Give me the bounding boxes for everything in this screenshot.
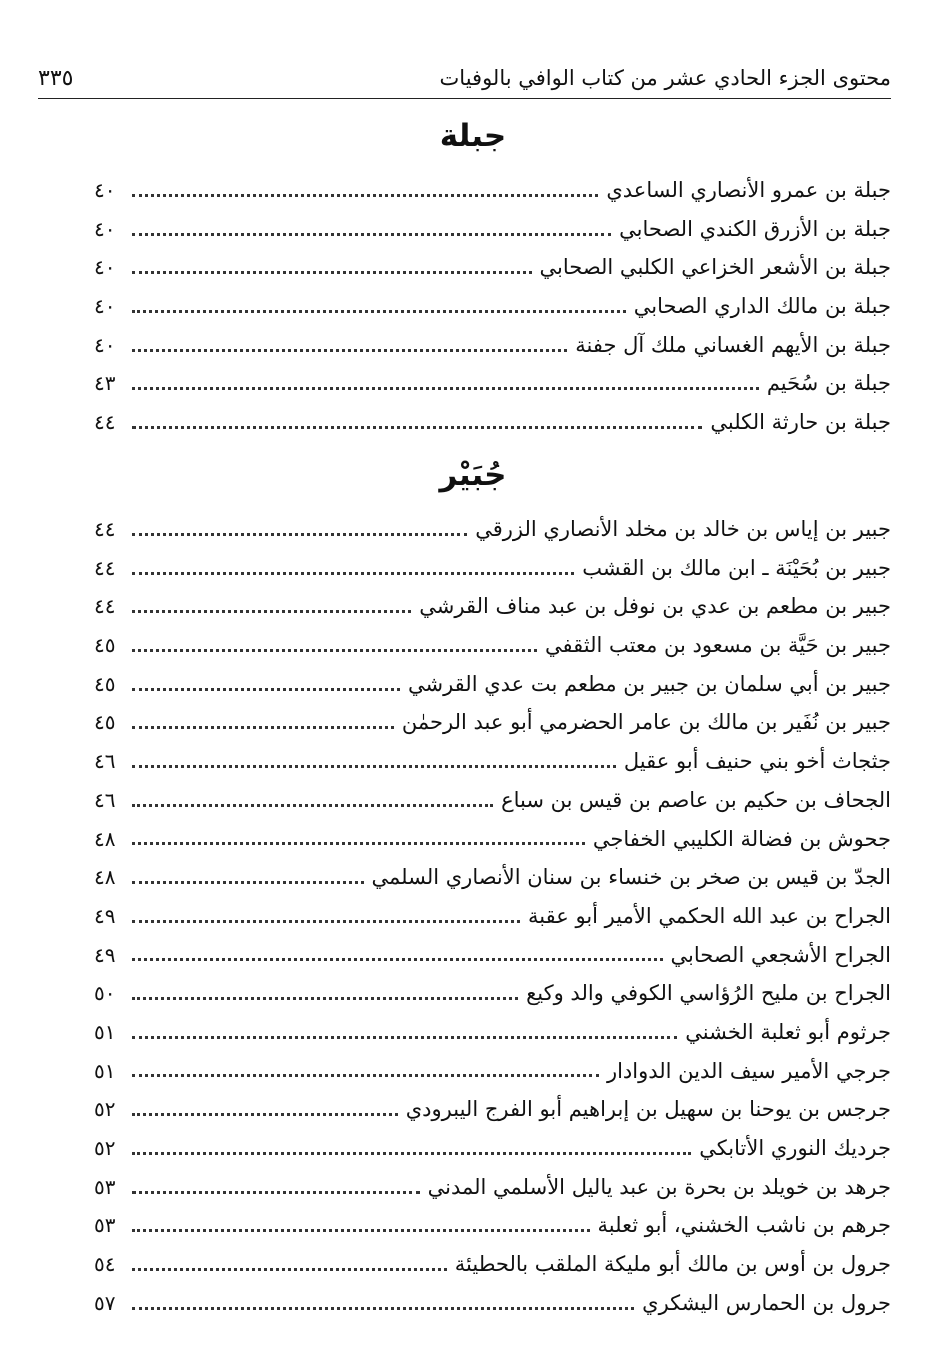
dot-leader <box>132 192 598 197</box>
toc-entry <box>94 403 891 442</box>
entry-page-number: ٤٣ <box>94 371 116 396</box>
dot-leader <box>132 956 663 961</box>
entry-page-number: ٤٤ <box>94 555 116 580</box>
entry-page-number: ٥٢ <box>94 1136 116 1160</box>
toc-entry <box>94 364 891 403</box>
entry-name: جرديك النوري الأتابكي <box>699 1136 891 1160</box>
dot-leader <box>132 1305 634 1310</box>
header-title: محتوى الجزء الحادي عشر من كتاب الوافي بالوفيات <box>439 66 891 90</box>
header-page-number: ٣٣٥ <box>38 65 74 91</box>
toc-entry <box>94 287 891 326</box>
entry-page-number: ٤٠ <box>94 178 116 202</box>
toc-entry <box>94 703 891 742</box>
toc-entry <box>94 626 891 665</box>
entry-page-number: ٤٥ <box>94 633 116 658</box>
toc-entry <box>94 781 891 820</box>
dot-leader <box>132 570 574 575</box>
entry-name: جبلة بن مالك الداري الصحابي <box>633 294 891 319</box>
entry-page-number: ٥٠ <box>94 981 116 1006</box>
toc-entry <box>94 665 891 704</box>
toc-entry <box>94 326 891 365</box>
entry-name: جبير بن إياس بن خالد بن مخلد الأنصاري الزرقي <box>475 517 891 541</box>
dot-leader <box>132 1034 677 1039</box>
toc-entry <box>94 858 891 897</box>
entry-list-jubayr <box>94 510 891 1322</box>
dot-leader <box>132 531 467 536</box>
toc-entry <box>94 820 891 859</box>
entry-name: جبير بن مطعم بن عدي بن نوفل بن عبد مناف القرشي <box>419 594 891 619</box>
dot-leader <box>132 647 537 652</box>
dot-leader <box>132 1189 420 1194</box>
entry-page-number: ٤٥ <box>94 671 116 696</box>
dot-leader <box>132 724 394 729</box>
toc-entry <box>94 248 891 287</box>
dot-leader <box>132 269 532 274</box>
entry-name: جبير بن نُفَير بن مالك بن عامر الحضرمي أبو عبد الرحمٰن <box>401 710 891 735</box>
entry-name: جرجي الأمير سيف الدين الدوادار <box>606 1058 891 1083</box>
entry-page-number: ٥٣ <box>94 1174 116 1199</box>
entry-name: جبلة بن الأزرق الكندي الصحابي <box>619 216 891 241</box>
entry-name: جبلة بن سُحَيم <box>766 371 891 396</box>
dot-leader <box>132 231 611 236</box>
entry-page-number: ٥٧ <box>94 1290 116 1315</box>
entry-name: جبير بن أبي سلمان بن جبير بن مطعم بت عدي القرشي <box>408 671 891 696</box>
toc-entry <box>94 587 891 626</box>
dot-leader <box>132 308 626 313</box>
dot-leader <box>132 608 411 613</box>
entry-page-number: ٤٥ <box>94 710 116 735</box>
entry-page-number: ٤٨ <box>94 826 116 851</box>
toc-entry <box>94 897 891 936</box>
entry-name: جرجس بن يوحنا بن سهيل بن إبراهيم أبو الفرج اليبرودي <box>405 1097 891 1122</box>
entry-name: جبلة بن الأشعر الخزاعي الكلبي الصحابي <box>539 255 891 280</box>
toc-entry <box>94 1129 891 1168</box>
toc-entry <box>94 1206 891 1245</box>
entry-name: جرول بن أوس بن مالك أبو مليكة الملقب بالحطيئة <box>454 1252 891 1277</box>
entry-page-number: ٤٦ <box>94 787 116 812</box>
entry-page-number: ٤٠ <box>94 216 116 241</box>
entry-name: الجراح بن مليح الرُؤاسي الكوفي والد وكيع <box>526 981 891 1006</box>
dot-leader <box>132 918 520 923</box>
entry-name: جبلة بن الأيهم الغساني ملك آل جفنة <box>575 332 891 357</box>
entry-name: جرهد بن خويلد بن بحرة بن عبد ياليل الأسلمي المدني <box>427 1174 891 1199</box>
entry-name: جبير بن حَيَّة بن مسعود بن معتب الثقفي <box>544 633 891 658</box>
toc-entry <box>94 210 891 249</box>
entry-page-number: ٤٠ <box>94 332 116 357</box>
toc-entry <box>94 742 891 781</box>
entry-page-number: ٤٠ <box>94 294 116 319</box>
entry-name: جبير بن بُحَيْنَة ـ ابن مالك بن القشب <box>582 555 891 580</box>
toc-entry <box>94 1168 891 1207</box>
entry-name: الجدّ بن قيس بن صخر بن خنساء بن سنان الأنصاري السلمي <box>371 865 891 890</box>
entry-page-number: ٥٣ <box>94 1213 116 1238</box>
dot-leader <box>132 840 585 845</box>
dot-leader <box>132 1150 691 1155</box>
entry-page-number: ٤٦ <box>94 749 116 774</box>
toc-entry <box>94 549 891 588</box>
toc-entry <box>94 510 891 549</box>
entry-name: جبلة بن عمرو الأنصاري الساعدي <box>606 178 891 202</box>
entry-name: الجحاف بن حكيم بن عاصم بن قيس بن سباع <box>501 787 891 812</box>
entry-name: الجراح الأشجعي الصحابي <box>670 942 891 967</box>
entry-name: جبلة بن حارثة الكلبي <box>710 410 891 435</box>
entry-list-jabala <box>94 171 891 442</box>
entry-page-number: ٥٤ <box>94 1252 116 1277</box>
toc-entry <box>94 936 891 975</box>
dot-leader <box>132 1072 599 1077</box>
toc-entry <box>94 974 891 1013</box>
entry-page-number: ٤٤ <box>94 517 116 541</box>
dot-leader <box>132 1266 447 1271</box>
entry-page-number: ٥٢ <box>94 1097 116 1122</box>
section-title-jubayr: جُبَيْر <box>439 457 507 493</box>
dot-leader <box>132 424 702 429</box>
toc-entry <box>94 1052 891 1091</box>
entry-page-number: ٤٨ <box>94 865 116 890</box>
entry-page-number: ٤٩ <box>94 903 116 928</box>
entry-page-number: ٤٠ <box>94 255 116 280</box>
entry-name: جحوش بن فضالة الكليبي الخفاجي <box>592 826 891 851</box>
entry-page-number: ٤٩ <box>94 942 116 967</box>
entry-page-number: ٥١ <box>94 1058 116 1083</box>
dot-leader <box>132 385 759 390</box>
section-title-jabala: جبلة <box>439 118 507 154</box>
running-header <box>38 58 891 99</box>
entry-page-number: ٥١ <box>94 1019 116 1044</box>
entry-page-number: ٤٤ <box>94 594 116 619</box>
entry-name: جرهم بن ناشب الخشني، أبو ثعلبة <box>597 1213 891 1238</box>
toc-entry <box>94 1013 891 1052</box>
toc-entry <box>94 1245 891 1284</box>
entry-name: الجراح بن عبد الله الحكمي الأمير أبو عقبة <box>528 903 891 928</box>
entry-name: جرول بن الحمارس اليشكري <box>642 1290 891 1315</box>
dot-leader <box>132 879 364 884</box>
dot-leader <box>132 1227 590 1232</box>
entry-name: جثجاث أخو بني حنيف أبو عقيل <box>623 749 891 774</box>
dot-leader <box>132 802 493 807</box>
entry-name: جرثوم أبو ثعلبة الخشني <box>685 1019 891 1044</box>
dot-leader <box>132 763 616 768</box>
toc-entry <box>94 1284 891 1323</box>
entry-page-number: ٤٤ <box>94 410 116 435</box>
dot-leader <box>132 686 400 691</box>
dot-leader <box>132 995 518 1000</box>
toc-entry <box>94 171 891 210</box>
dot-leader <box>132 347 567 352</box>
toc-entry <box>94 1090 891 1129</box>
dot-leader <box>132 1111 398 1116</box>
